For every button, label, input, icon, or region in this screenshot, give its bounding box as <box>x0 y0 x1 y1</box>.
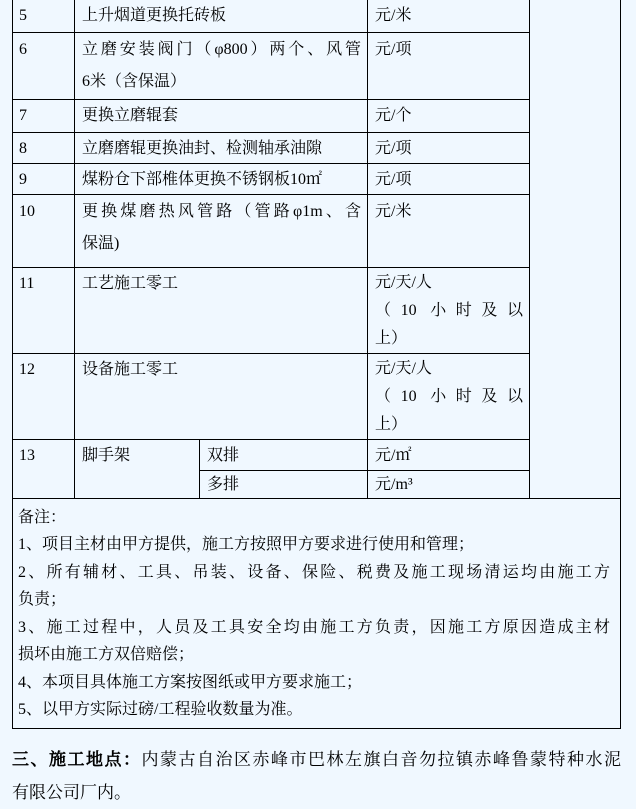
unit-cell: 元/项 <box>368 163 530 194</box>
unit-cell <box>368 267 530 353</box>
description-text: 立磨安装阀门（φ800）两个、风管 <box>82 40 362 58</box>
table-row <box>13 439 621 470</box>
description-cell <box>75 163 368 194</box>
unit-text: 上） <box>375 329 408 347</box>
unit-text: 元/天/人 <box>375 273 432 291</box>
row-number-cell: 11 <box>13 267 75 353</box>
description-text: 煤粉仓下部椎体更换不锈钢板10㎡ <box>82 170 323 188</box>
construction-site-paragraph <box>12 743 621 809</box>
unit-cell: 元/项 <box>368 132 530 163</box>
description-text: 更换立磨辊套 <box>82 106 179 124</box>
description-cell <box>75 99 368 132</box>
description-text: 立磨磨辊更换油封、检测轴承油隙 <box>82 139 323 157</box>
unit-text: （10 小时及以 <box>375 387 524 405</box>
row-number-cell: 5 <box>13 0 75 32</box>
remark-item: 3、施工过程中，人员及工具安全均由施工方负责，因施工方原因造成主材 <box>18 618 611 636</box>
unit-text: 元/天/人 <box>375 359 432 377</box>
construction-site-line <box>12 743 621 776</box>
description-text: 工艺施工零工 <box>82 274 179 292</box>
sub-item-cell: 多排 <box>200 470 368 498</box>
row-number-cell: 9 <box>13 163 75 194</box>
description-text: 保温) <box>82 234 120 252</box>
remarks-title: 备注： <box>18 508 67 526</box>
unit-text: （10 小时及以 <box>375 301 524 319</box>
description-text: 设备施工零工 <box>82 360 179 378</box>
description-cell <box>75 267 368 353</box>
table-row <box>13 0 621 32</box>
row-number-cell: 6 <box>13 32 75 99</box>
table-row <box>13 267 621 353</box>
remark-item: 4、本项目具体施工方案按图纸或甲方要求施工； <box>18 673 363 691</box>
table-row <box>13 163 621 194</box>
unit-cell <box>368 353 530 439</box>
table-row <box>13 99 621 132</box>
unit-text: 上） <box>375 415 408 433</box>
description-cell <box>75 0 368 32</box>
remark-item: 1、项目主材由甲方提供，施工方按照甲方要求进行使用和管理； <box>18 536 475 553</box>
description-text: 6米（含保温） <box>82 72 187 90</box>
row-number-cell: 7 <box>13 99 75 132</box>
price-column-empty-cell <box>530 0 621 498</box>
unit-cell: 元/米 <box>368 194 530 267</box>
construction-site-line: 有限公司厂内。 <box>12 782 131 802</box>
table-row <box>13 32 621 99</box>
row-number-cell: 13 <box>13 439 75 498</box>
description-text: 上升烟道更换托砖板 <box>82 7 227 24</box>
row-number-cell: 10 <box>13 194 75 267</box>
table-row <box>13 132 621 163</box>
unit-cell: 元/㎡ <box>368 439 530 470</box>
remarks-row <box>13 498 621 728</box>
remarks-cell <box>13 498 621 728</box>
row-number-cell: 8 <box>13 132 75 163</box>
table-row <box>13 194 621 267</box>
unit-cell: 元/个 <box>368 99 530 132</box>
price-table <box>12 0 621 729</box>
description-cell <box>75 32 368 99</box>
unit-cell: 元/m³ <box>368 470 530 498</box>
description-cell: 脚手架 <box>75 439 200 498</box>
row-number-cell: 12 <box>13 353 75 439</box>
section-label: 三、施工地点： <box>12 749 142 769</box>
description-cell <box>75 353 368 439</box>
section-text: 内蒙古自治区赤峰市巴林左旗白音勿拉镇赤峰鲁蒙特种水泥 <box>141 749 621 769</box>
remark-item: 2、所有辅材、工具、吊装、设备、保险、税费及施工现场清运均由施工方 <box>18 563 611 581</box>
description-cell <box>75 194 368 267</box>
unit-cell: 元/米 <box>368 0 530 32</box>
unit-cell: 元/项 <box>368 32 530 99</box>
remark-item: 5、以甲方实际过磅/工程验收数量为准。 <box>18 701 303 718</box>
description-cell <box>75 132 368 163</box>
sub-item-cell: 双排 <box>200 439 368 470</box>
description-text: 更换煤磨热风管路（管路φ1m、含 <box>82 202 362 220</box>
table-row <box>13 353 621 439</box>
remark-item-continuation: 损坏由施工方双倍赔偿； <box>18 646 195 663</box>
remark-item-continuation: 负责； <box>18 591 67 608</box>
